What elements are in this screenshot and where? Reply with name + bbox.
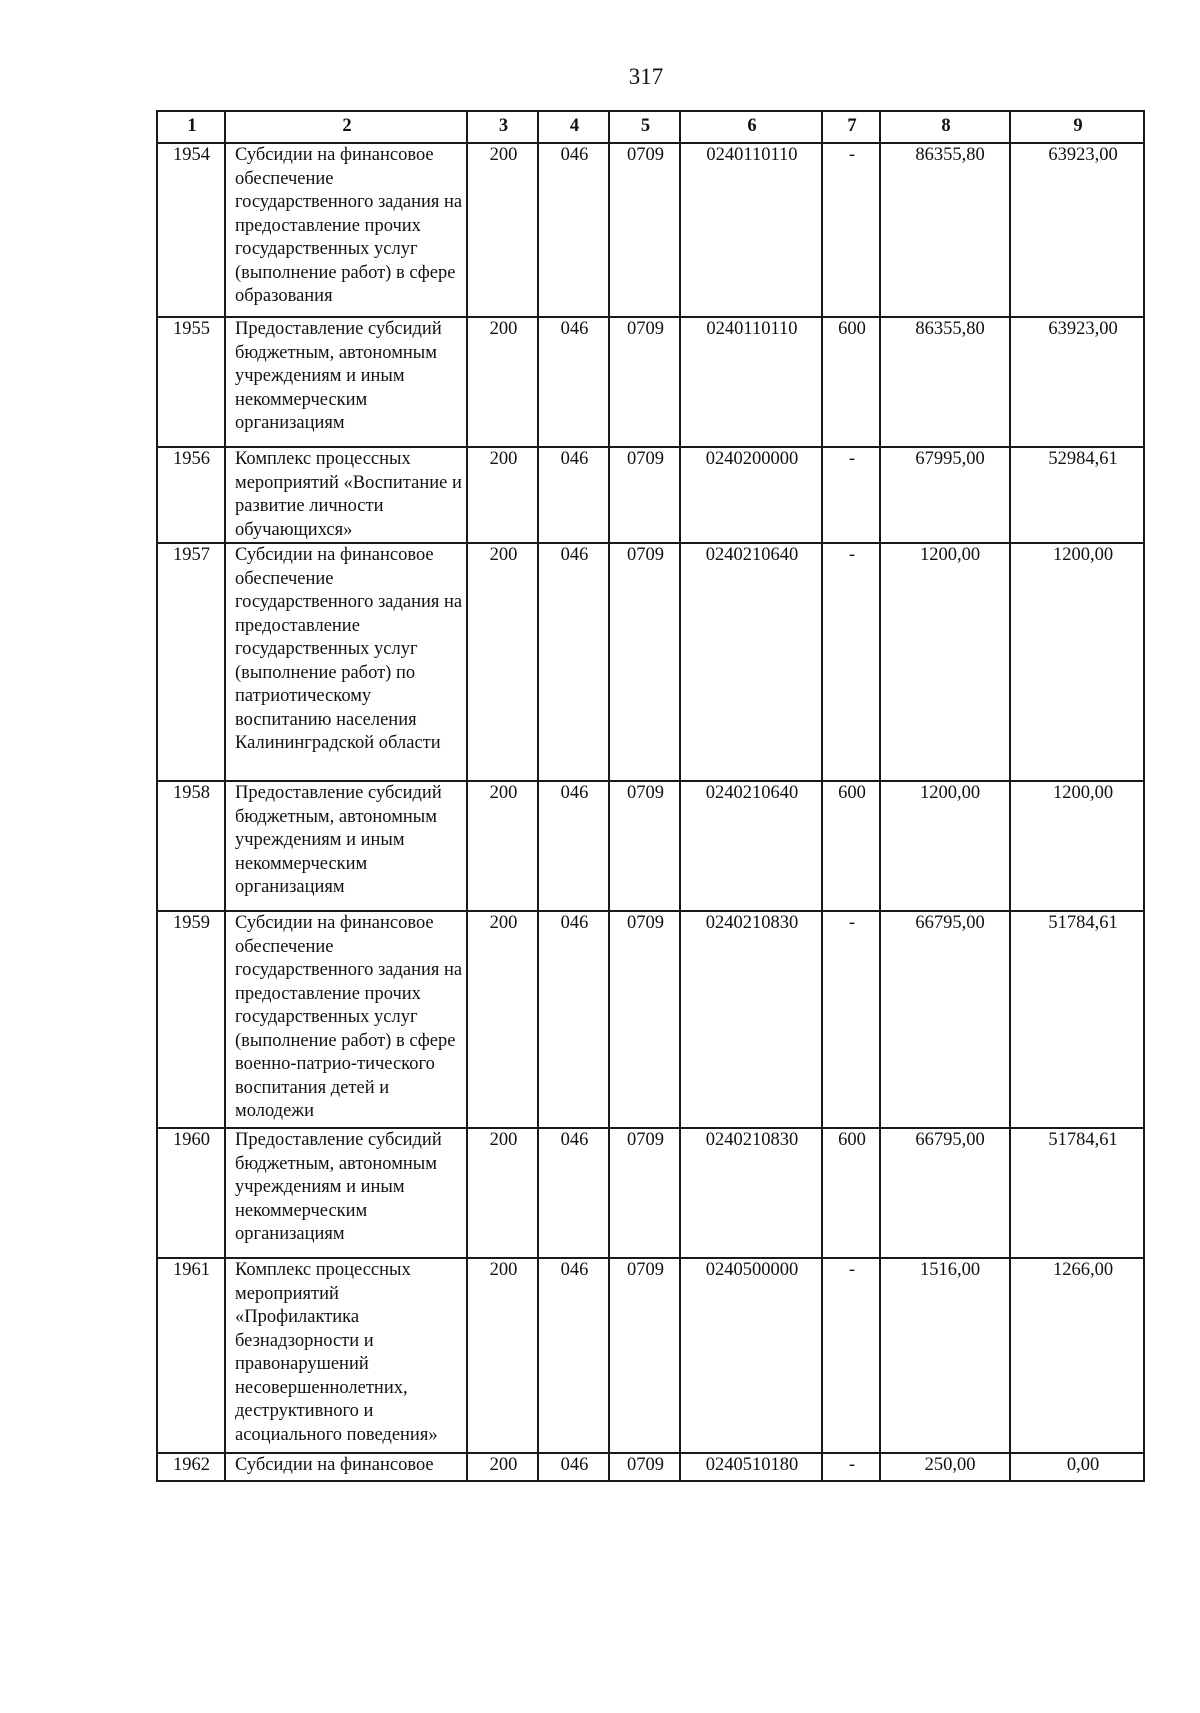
- code-cell: 0709: [609, 781, 680, 911]
- item-name-cell: Субсидии на финансовое обеспечение государственного задания на предоставление прочих государственных услуг (выполнение работ) в сфере военно-патрио-тического воспитания детей и молодежи: [225, 911, 467, 1128]
- table-row: [157, 1258, 1144, 1453]
- code-cell: 0709: [609, 1258, 680, 1453]
- column-header: 3: [467, 111, 538, 143]
- item-name-cell: Предоставление субсидий бюджетным, автономным учреждениям и иным некоммерческим организациям: [225, 317, 467, 447]
- code-cell: 200: [467, 447, 538, 543]
- amount-cell: 66795,00: [880, 911, 1010, 1128]
- code-cell: 200: [467, 1453, 538, 1481]
- amount-cell: 1516,00: [880, 1258, 1010, 1453]
- code-cell: 046: [538, 911, 609, 1128]
- row-number-cell: 1957: [157, 543, 225, 781]
- code-cell: 046: [538, 1258, 609, 1453]
- code-cell: 046: [538, 317, 609, 447]
- code-cell: 0240110110: [680, 143, 822, 317]
- amount-cell: 63923,00: [1010, 317, 1144, 447]
- table-row: [157, 911, 1144, 1128]
- table-header-row: [157, 111, 1144, 143]
- row-number-cell: 1962: [157, 1453, 225, 1481]
- code-cell: 0709: [609, 317, 680, 447]
- code-cell: -: [822, 447, 880, 543]
- amount-cell: 63923,00: [1010, 143, 1144, 317]
- code-cell: 0709: [609, 143, 680, 317]
- table-row: [157, 143, 1144, 317]
- amount-cell: 67995,00: [880, 447, 1010, 543]
- row-number-cell: 1958: [157, 781, 225, 911]
- budget-table: [156, 110, 1145, 1482]
- code-cell: 200: [467, 1258, 538, 1453]
- code-cell: 200: [467, 317, 538, 447]
- code-cell: -: [822, 911, 880, 1128]
- amount-cell: 86355,80: [880, 317, 1010, 447]
- row-number-cell: 1956: [157, 447, 225, 543]
- code-cell: 200: [467, 911, 538, 1128]
- amount-cell: 52984,61: [1010, 447, 1144, 543]
- code-cell: -: [822, 1453, 880, 1481]
- item-name-cell: Субсидии на финансовое обеспечение государственного задания на предоставление прочих государственных услуг (выполнение работ) в сфере образования: [225, 143, 467, 317]
- amount-cell: 1200,00: [1010, 543, 1144, 781]
- column-header: 1: [157, 111, 225, 143]
- amount-cell: 1266,00: [1010, 1258, 1144, 1453]
- row-number-cell: 1954: [157, 143, 225, 317]
- code-cell: 600: [822, 781, 880, 911]
- amount-cell: 1200,00: [880, 543, 1010, 781]
- code-cell: 0709: [609, 543, 680, 781]
- code-cell: 0709: [609, 1453, 680, 1481]
- code-cell: 0240500000: [680, 1258, 822, 1453]
- code-cell: 600: [822, 317, 880, 447]
- code-cell: 200: [467, 543, 538, 781]
- column-header: 5: [609, 111, 680, 143]
- item-name-cell: Комплекс процессных мероприятий «Профилактика безнадзорности и правонарушений несовершеннолетних, деструктивного и асоциального поведения»: [225, 1258, 467, 1453]
- row-number-cell: 1961: [157, 1258, 225, 1453]
- amount-cell: 1200,00: [880, 781, 1010, 911]
- code-cell: 600: [822, 1128, 880, 1258]
- code-cell: 0240200000: [680, 447, 822, 543]
- amount-cell: 1200,00: [1010, 781, 1144, 911]
- row-number-cell: 1955: [157, 317, 225, 447]
- table-row: [157, 1128, 1144, 1258]
- code-cell: 046: [538, 1128, 609, 1258]
- code-cell: 0709: [609, 911, 680, 1128]
- item-name-cell: Комплекс процессных мероприятий «Воспитание и развитие личности обучающихся»: [225, 447, 467, 543]
- column-header: 4: [538, 111, 609, 143]
- table-row: [157, 543, 1144, 781]
- code-cell: 0240210640: [680, 781, 822, 911]
- code-cell: -: [822, 1258, 880, 1453]
- amount-cell: 66795,00: [880, 1128, 1010, 1258]
- item-name-cell: Субсидии на финансовое: [225, 1453, 467, 1481]
- code-cell: 0240110110: [680, 317, 822, 447]
- code-cell: 0240210640: [680, 543, 822, 781]
- code-cell: 200: [467, 1128, 538, 1258]
- column-header: 9: [1010, 111, 1144, 143]
- code-cell: 0709: [609, 447, 680, 543]
- item-name-cell: Предоставление субсидий бюджетным, автономным учреждениям и иным некоммерческим организациям: [225, 781, 467, 911]
- column-header: 6: [680, 111, 822, 143]
- code-cell: 046: [538, 447, 609, 543]
- code-cell: 0709: [609, 1128, 680, 1258]
- code-cell: 200: [467, 143, 538, 317]
- column-header: 7: [822, 111, 880, 143]
- row-number-cell: 1960: [157, 1128, 225, 1258]
- code-cell: -: [822, 543, 880, 781]
- code-cell: 0240510180: [680, 1453, 822, 1481]
- amount-cell: 51784,61: [1010, 911, 1144, 1128]
- table-row: [157, 1453, 1144, 1481]
- page-number: 317: [628, 64, 664, 89]
- amount-cell: 0,00: [1010, 1453, 1144, 1481]
- amount-cell: 86355,80: [880, 143, 1010, 317]
- code-cell: 046: [538, 1453, 609, 1481]
- code-cell: -: [822, 143, 880, 317]
- code-cell: 046: [538, 143, 609, 317]
- table-row: [157, 447, 1144, 543]
- column-header: 2: [225, 111, 467, 143]
- item-name-cell: Субсидии на финансовое обеспечение государственного задания на предоставление государственных услуг (выполнение работ) по патриотическому воспитанию населения Калининградской области: [225, 543, 467, 781]
- table-row: [157, 781, 1144, 911]
- code-cell: 200: [467, 781, 538, 911]
- column-header: 8: [880, 111, 1010, 143]
- code-cell: 046: [538, 543, 609, 781]
- table-body: [157, 143, 1144, 1481]
- code-cell: 0240210830: [680, 1128, 822, 1258]
- row-number-cell: 1959: [157, 911, 225, 1128]
- amount-cell: 250,00: [880, 1453, 1010, 1481]
- item-name-cell: Предоставление субсидий бюджетным, автономным учреждениям и иным некоммерческим организациям: [225, 1128, 467, 1258]
- code-cell: 0240210830: [680, 911, 822, 1128]
- amount-cell: 51784,61: [1010, 1128, 1144, 1258]
- code-cell: 046: [538, 781, 609, 911]
- table-row: [157, 317, 1144, 447]
